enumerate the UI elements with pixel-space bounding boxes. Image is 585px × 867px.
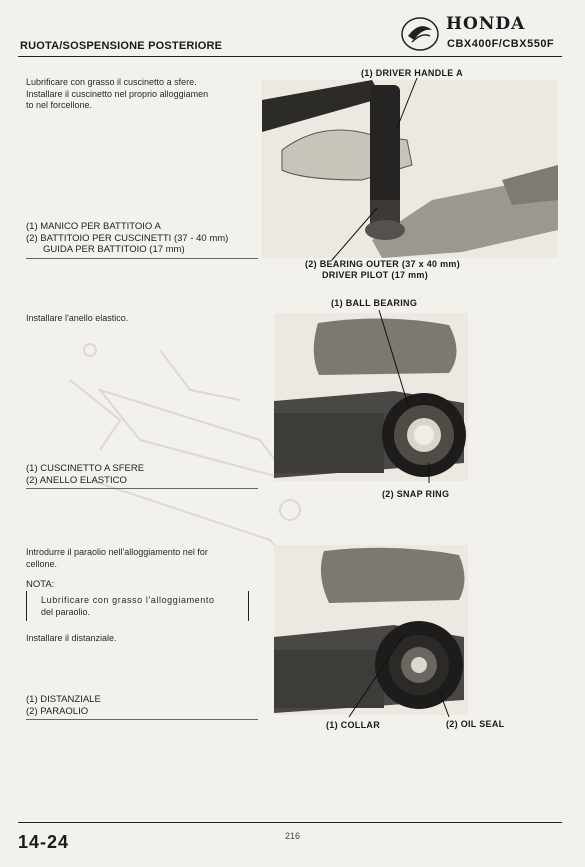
step1-legend (26, 221, 258, 259)
note-box (26, 591, 249, 621)
legend-item: (2) PARAOLIO (26, 706, 258, 721)
footer-divider (18, 822, 562, 823)
photo2-label-ball-bearing: (1) BALL BEARING (331, 298, 418, 308)
step2-text: Installare l'anello elastico. (26, 313, 129, 323)
photo1-leader-lines (262, 68, 562, 268)
legend-item: GUIDA PER BATTITOIO (17 mm) (26, 244, 258, 259)
photo2-label-snap-ring: (2) SNAP RING (382, 489, 450, 499)
model-name: CBX400F/CBX550F (447, 38, 555, 50)
section-title: RUOTA/SOSPENSIONE POSTERIORE (20, 40, 223, 52)
center-page-number: 216 (285, 831, 301, 841)
step1-text-line: Installare il cuscinetto nel proprio alloggiamen (26, 88, 209, 99)
step3-instructions (26, 547, 256, 570)
note-line: Lubrificare con grasso l'alloggiamento (41, 595, 215, 605)
legend-item: (1) MANICO PER BATTITOIO A (26, 221, 161, 232)
step1-text-line: Lubrificare con grasso il cuscinetto a sfere. (26, 77, 197, 87)
photo1-label-driver-handle: (1) DRIVER HANDLE A (361, 68, 463, 78)
step3-text2: Installare il distanziale. (26, 633, 117, 643)
legend-item: (2) BATTITOIO PER CUSCINETTI (37 - 40 mm) (26, 232, 229, 244)
legend-item: (1) DISTANZIALE (26, 694, 101, 705)
note-line: del paraolio. (41, 606, 91, 617)
step1-instructions (26, 77, 256, 112)
page-number: 14-24 (18, 832, 70, 852)
photo3-label-oil-seal: (2) OIL SEAL (446, 719, 505, 729)
legend-item: (1) CUSCINETTO A SFERE (26, 463, 145, 474)
step3-text-line: Introdurre il paraolio nell'alloggiamento nel for (26, 547, 208, 557)
note-text (27, 591, 248, 618)
photo1-label-bearing-outer: (2) BEARING OUTER (37 x 40 mm) (305, 259, 461, 269)
step1-text-line: to nel forcellone. (26, 100, 93, 110)
photo2-leader-lines (274, 298, 474, 498)
step3-text-line: cellone. (26, 558, 58, 569)
step3-legend (26, 694, 258, 720)
photo3-label-collar: (1) COLLAR (326, 720, 380, 730)
photo3-leader-lines (274, 545, 474, 725)
header-divider (18, 56, 562, 57)
brand-name: HONDA (446, 14, 526, 34)
photo1-label-driver-pilot: DRIVER PILOT (17 mm) (322, 270, 429, 280)
honda-wing-logo-icon (400, 16, 440, 52)
legend-item: (2) ANELLO ELASTICO (26, 475, 258, 490)
note-title: NOTA: (26, 579, 55, 590)
step2-legend (26, 463, 258, 489)
